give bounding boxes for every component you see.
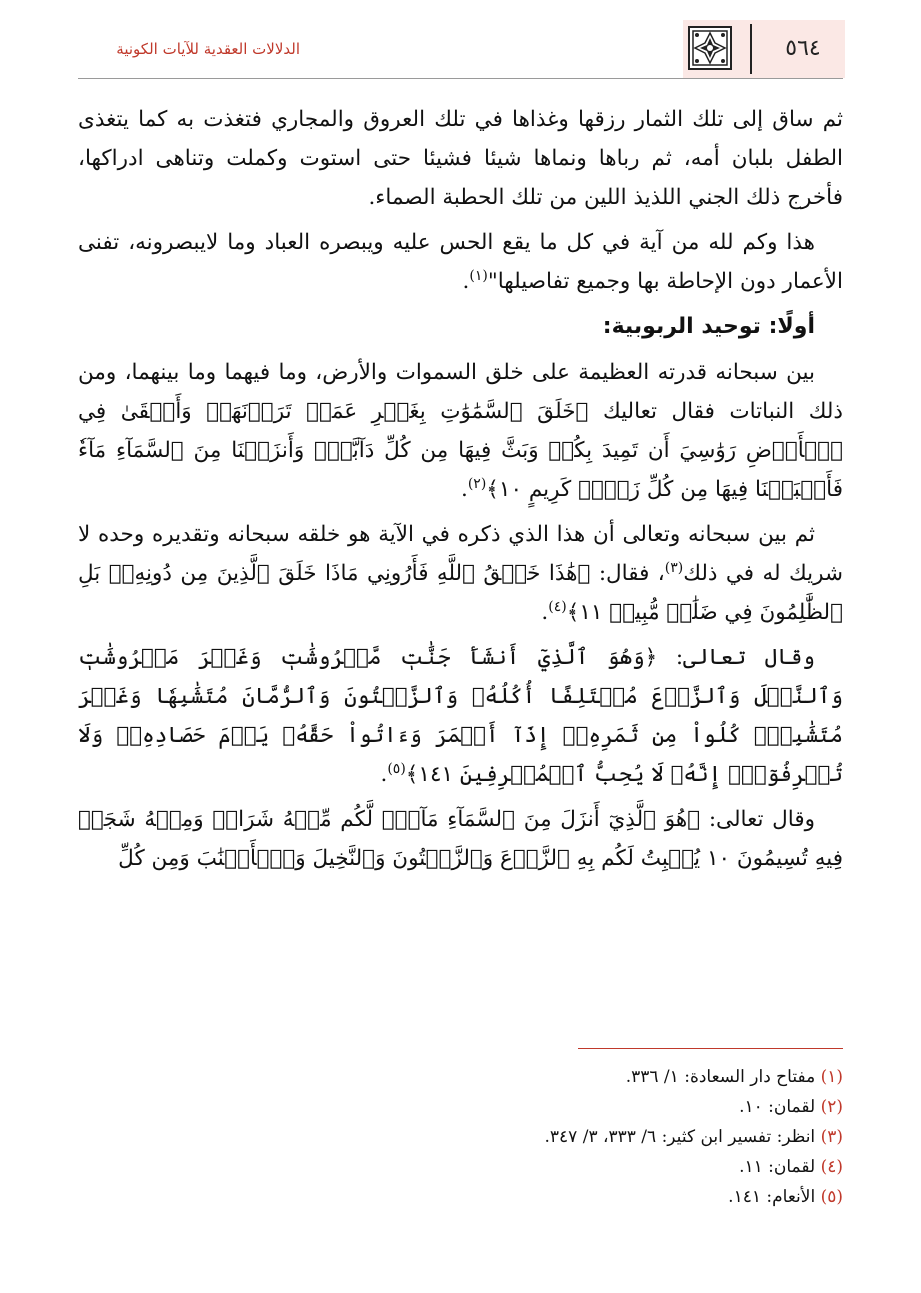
footnote-ref[interactable]: (٤) — [548, 598, 567, 615]
footnotes — [300, 1062, 843, 1212]
header-divider — [750, 24, 752, 74]
footnote-ref[interactable]: (٢) — [467, 475, 487, 492]
footnote-ref[interactable]: (١) — [469, 267, 488, 284]
quran-verse: ﴿وَهُوَ ٱلَّذِيٓ أَنشَأَ جَنَّٰتٖ مَّعۡرُوشَٰتٖ وَغَيۡرَ مَعۡرُوشَٰتٖ وَٱلنَّخۡلَ وَٱلزَّرۡعَ مُخۡتَلِفًا أُكُلُهُۥ وَٱلزَّيۡتُونَ وَٱلرُّمَّانَ مُتَشَٰبِهٗا وَغَيۡرَ مُتَشَٰبِهٖۚ كُلُواْ مِن ثَمَرِهِۦٓ إِذَآ أَثۡمَرَ وَءَاتُواْ حَقَّهُۥ يَوۡمَ حَصَادِهِۦۖ وَلَا تُسۡرِفُوٓاْۚ إِنَّهُۥ لَا يُحِبُّ ٱلۡمُسۡرِفِينَ ١٤١﴾ — [78, 645, 843, 787]
paragraph-6: وقال تعالى: ﴿هُوَ ٱلَّذِيٓ أَنزَلَ مِنَ ٱلسَّمَآءِ مَآءٗۖ لَّكُم مِّنۡهُ شَرَابٞ وَمِنۡهُ شَجَرٞ فِيهِ تُسِيمُونَ ١٠ يُنۢبِتُ لَكُم بِهِ ٱلزَّرۡعَ وَٱلزَّيۡتُونَ وَٱلنَّخِيلَ وَٱلۡأَعۡنَٰبَ وَمِن كُلِّ — [78, 807, 843, 871]
paragraph-4: ثم بين سبحانه وتعالى أن هذا الذي ذكره في الآية هو خلقه سبحانه وتقديره وحده لا شريك له في ذلك$^{(٣)}$، فقال: ﴿هَٰذَا خَلۡقُ ٱللَّهِ فَأَرُونِي مَاذَا خَلَقَ ٱلَّذِينَ مِن دُونِهِۦۚ بَلِ ٱلظَّٰلِمُونَ فِي ضَلَٰلٖ مُّبِينٖ ١١﴾$^{(٤)}$. — [78, 522, 843, 625]
footnote-ref[interactable]: (٣) — [664, 559, 684, 576]
footnote-item: (٥) الأنعام: ١٤١. — [728, 1187, 843, 1207]
page-header — [0, 20, 921, 78]
paragraph-3: بين سبحانه قدرته العظيمة على خلق السموات والأرض، وما فيهما وما بينهما، ومن ذلك النباتات فقال تعاليك ﴿خَلَقَ ٱلسَّمَٰوَٰتِ بِغَيۡرِ عَمَدٖ تَرَوۡنَهَاۖ وَأَلۡقَىٰ فِي ٱلۡأَرۡضِ رَوَٰسِيَ أَن تَمِيدَ بِكُمۡ وَبَثَّ فِيهَا مِن كُلِّ دَآبَّةٖۚ وَأَنزَلۡنَا مِنَ ٱلسَّمَآءِ مَآءٗ فَأَنۢبَتۡنَا فِيهَا مِن كُلِّ زَوۡجٖ كَرِيمٍ ١٠﴾$^{(٢)}$. — [78, 360, 843, 502]
footnote-item: (٣) انظر: تفسير ابن كثير: ٦/ ٣٣٣، ٣/ ٣٤٧. — [544, 1127, 843, 1147]
quran-verse: ﴿خَلَقَ ٱلسَّمَٰوَٰتِ بِغَيۡرِ عَمَدٖ تَرَوۡنَهَاۖ وَأَلۡقَىٰ فِي ٱلۡأَرۡضِ رَوَٰسِيَ أَن تَمِيدَ بِكُمۡ وَبَثَّ فِيهَا مِن كُلِّ دَآبَّةٖۚ وَأَنزَلۡنَا مِنَ ٱلسَّمَآءِ مَآءٗ فَأَنۢبَتۡنَا فِيهَا مِن كُلِّ زَوۡجٖ كَرِيمٍ ١٠﴾ — [78, 399, 843, 502]
footnote-ref[interactable]: (٥) — [387, 760, 406, 777]
quran-verse: ﴿هُوَ ٱلَّذِيٓ أَنزَلَ مِنَ ٱلسَّمَآءِ مَآءٗۖ لَّكُم مِّنۡهُ شَرَابٞ وَمِنۡهُ شَجَرٞ فِيهِ تُسِيمُونَ ١٠ يُنۢبِتُ لَكُم بِهِ ٱلزَّرۡعَ وَٱلزَّيۡتُونَ وَٱلنَّخِيلَ وَٱلۡأَعۡنَٰبَ وَمِن كُلِّ — [78, 807, 843, 871]
header-rule — [78, 78, 843, 79]
section-heading: أولًا: توحيد الربوبية: — [602, 314, 815, 339]
footnote-item: (٤) لقمان: ١١. — [739, 1157, 843, 1177]
footnote-item: (١) مفتاح دار السعادة: ١/ ٣٣٦. — [625, 1067, 843, 1087]
paragraph-5: وقال تعالى: ﴿وَهُوَ ٱلَّذِيٓ أَنشَأَ جَنَّٰتٖ مَّعۡرُوشَٰتٖ وَغَيۡرَ مَعۡرُوشَٰتٖ وَٱلنَّخۡلَ وَٱلزَّرۡعَ مُخۡتَلِفًا أُكُلُهُۥ وَٱلزَّيۡتُونَ وَٱلرُّمَّانَ مُتَشَٰبِهٗا وَغَيۡرَ مُتَشَٰبِهٖۚ كُلُواْ مِن ثَمَرِهِۦٓ إِذَآ أَثۡمَرَ وَءَاتُواْ حَقَّهُۥ يَوۡمَ حَصَادِهِۦۖ وَلَا تُسۡرِفُوٓاْۚ إِنَّهُۥ لَا يُحِبُّ ٱلۡمُسۡرِفِينَ ١٤١﴾$^{(٥)}$. — [78, 645, 843, 787]
paragraph-2: هذا وكم لله من آية في كل ما يقع الحس عليه ويبصره العباد وما لايبصرونه، تفنى الأعمار دون الإحاطة بها وجميع تفاصيلها"$^{(١)}$. — [78, 230, 843, 294]
arabesque-ornament-icon — [688, 26, 732, 70]
page-number: ٥٦٤ — [785, 36, 821, 61]
main-text — [78, 100, 843, 884]
quran-verse: ﴿هَٰذَا خَلۡقُ ٱللَّهِ فَأَرُونِي مَاذَا خَلَقَ ٱلَّذِينَ مِن دُونِهِۦۚ بَلِ ٱلظَّٰلِمُونَ فِي ضَلَٰلٖ مُّبِينٖ ١١﴾ — [78, 561, 843, 625]
footnote-rule — [578, 1048, 843, 1049]
running-title: الدلالات العقدية للآيات الكونية — [116, 40, 300, 58]
paragraph-1: ثم ساق إلى تلك الثمار رزقها وغذاها في تلك العروق والمجاري فتغذت به كما يتغذى الطفل بلبان أمه، ثم رباها ونماها شيئا فشيئا حتى استوت وكملت وتناهى ادراكها، فأخرج ذلك الجني اللذيذ اللين من تلك الحطبة الصماء. — [78, 107, 843, 210]
footnote-item: (٢) لقمان: ١٠. — [739, 1097, 843, 1117]
